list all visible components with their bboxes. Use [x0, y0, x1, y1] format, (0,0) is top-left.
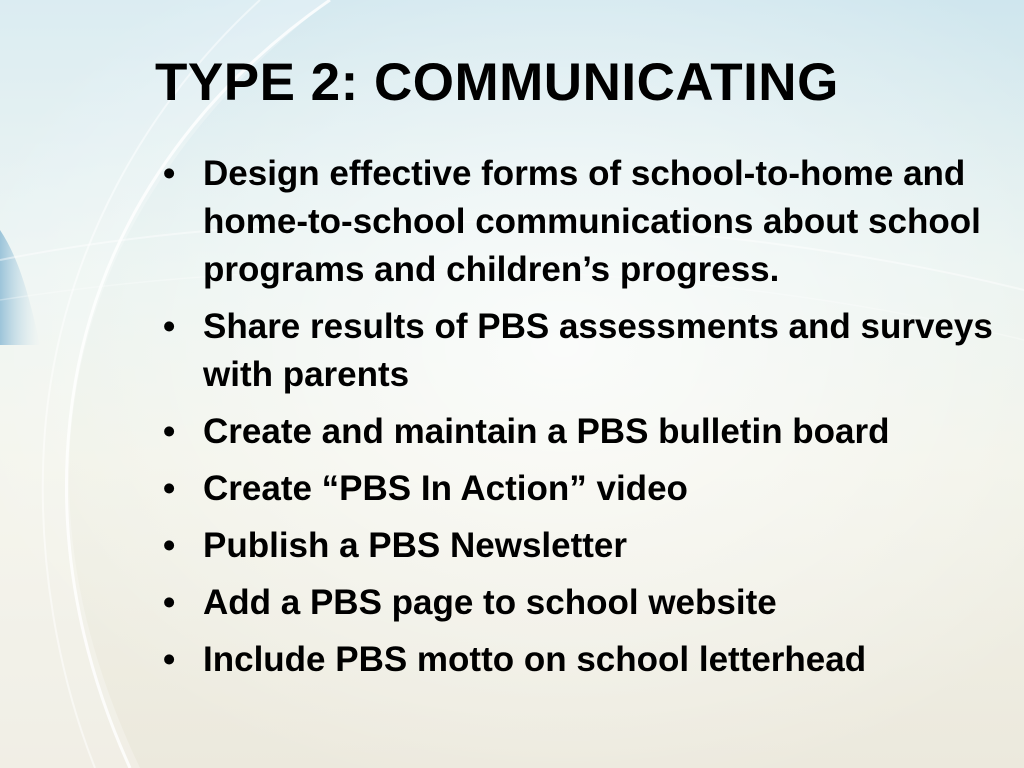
bullet-text: Add a PBS page to school website: [203, 583, 777, 622]
bullet-text: Design effective forms of school-to-home and home-to-school communications about school programs and children’s progress.: [203, 154, 981, 289]
bullet-icon: •: [163, 154, 176, 193]
bullet-item: [163, 579, 1013, 627]
bullet-icon: •: [163, 526, 176, 565]
bullet-item: [163, 150, 1013, 294]
bullet-item: [163, 303, 1013, 399]
bullet-icon: •: [163, 640, 176, 679]
bullet-text: Include PBS motto on school letterhead: [203, 640, 867, 679]
slide-title: TYPE 2: COMMUNICATING: [155, 53, 839, 112]
bullet-item: [163, 522, 1013, 570]
bullet-item: [163, 636, 1013, 684]
bullet-text: Create and maintain a PBS bulletin board: [203, 412, 890, 451]
bullet-list: [163, 150, 1013, 693]
bullet-icon: •: [163, 412, 176, 451]
bullet-text: Publish a PBS Newsletter: [203, 526, 628, 565]
bullet-text: Share results of PBS assessments and surveys with parents: [203, 307, 993, 394]
bullet-item: [163, 408, 1013, 456]
bullet-icon: •: [163, 469, 176, 508]
bullet-icon: •: [163, 583, 176, 622]
bullet-icon: •: [163, 307, 176, 346]
bullet-text: Create “PBS In Action” video: [203, 469, 688, 508]
bullet-item: [163, 465, 1013, 513]
